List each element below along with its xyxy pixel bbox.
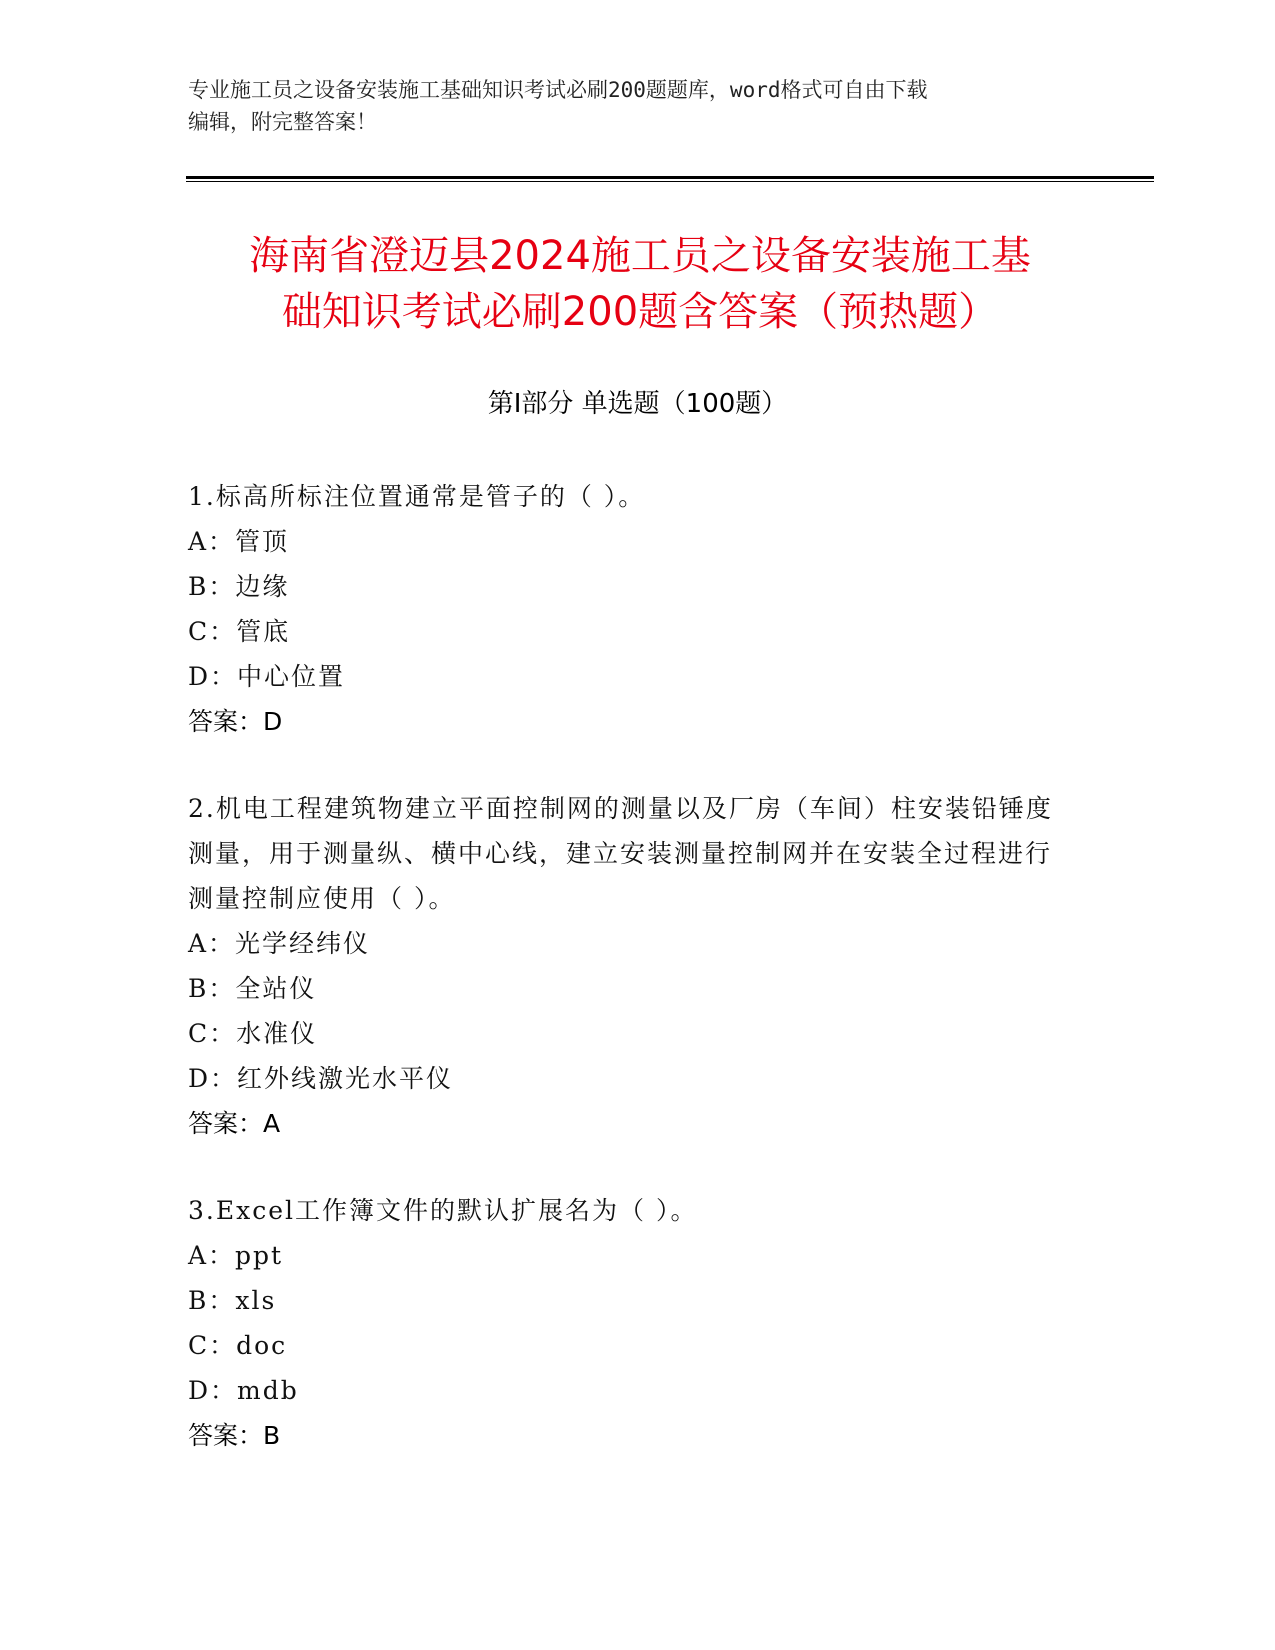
question-list — [188, 474, 1068, 1500]
question-stem: 3.Excel工作簿文件的默认扩展名为（ ）。 — [188, 1196, 698, 1225]
option-c: C：管底 — [188, 617, 291, 646]
option-a: A：光学经纬仪 — [188, 929, 371, 958]
header-note-line-1: 专业施工员之设备安装施工基础知识考试必刷200题题库，word格式可自由下载 — [188, 78, 928, 102]
option-a: A：ppt — [188, 1241, 284, 1270]
question-1 — [188, 474, 1068, 744]
answer: 答案：B — [188, 1421, 281, 1450]
question-2 — [188, 786, 1068, 1146]
option-a: A：管顶 — [188, 527, 290, 556]
answer: 答案：A — [188, 1109, 281, 1138]
option-b: B：边缘 — [188, 572, 290, 601]
option-c: C：doc — [188, 1331, 288, 1360]
document-title-line-2: 础知识考试必刷200题含答案（预热题） — [281, 289, 999, 335]
option-d: D：红外线激光水平仪 — [188, 1064, 454, 1093]
header-divider-thick — [186, 176, 1154, 179]
option-d: D：中心位置 — [188, 662, 346, 691]
header-note — [188, 74, 1068, 138]
document-title — [160, 228, 1120, 340]
option-d: D：mdb — [188, 1376, 299, 1405]
question-stem: 2.机电工程建筑物建立平面控制网的测量以及厂房（车间）柱安装铅锤度测量，用于测量纵、横中心线，建立安装测量控制网并在安装全过程进行测量控制应使用（ ）。 — [188, 794, 1053, 913]
option-b: B：全站仪 — [188, 974, 317, 1003]
section-title: 第Ⅰ部分 单选题（100题） — [487, 389, 788, 419]
option-b: B：xls — [188, 1286, 277, 1315]
option-c: C：水准仪 — [188, 1019, 318, 1048]
answer: 答案：D — [188, 707, 283, 736]
question-3 — [188, 1188, 1068, 1458]
header-divider-thin — [186, 181, 1154, 182]
document-title-line-1: 海南省澄迈县2024施工员之设备安装施工基 — [249, 233, 1031, 279]
header-note-line-2: 编辑，附完整答案！ — [188, 110, 377, 134]
question-stem: 1.标高所标注位置通常是管子的（ ）。 — [188, 482, 646, 511]
